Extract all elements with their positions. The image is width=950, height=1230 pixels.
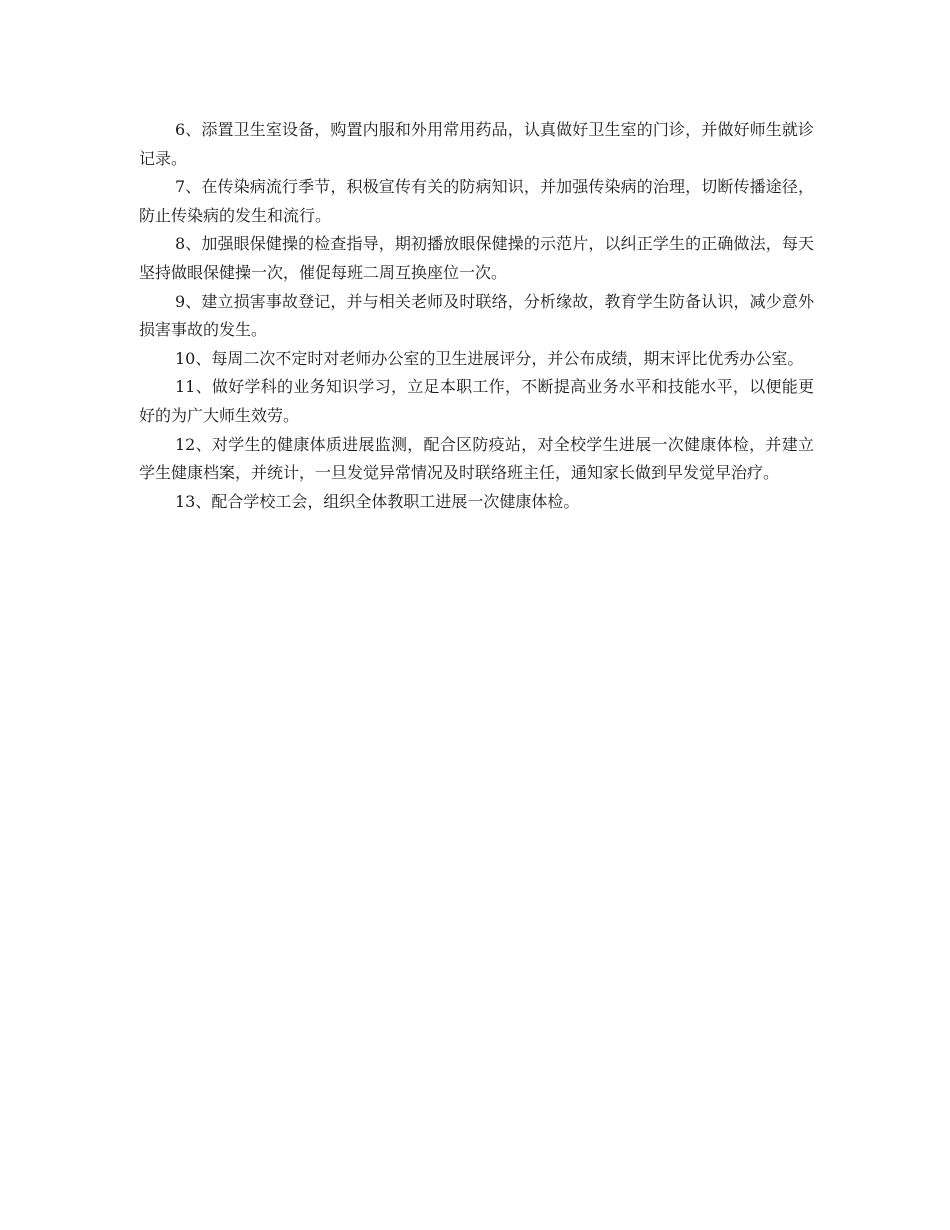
- paragraph-item-12: 12、对学生的健康体质进展监测，配合区防疫站，对全校学生进展一次健康体检，并建立学生健康档案，并统计，一旦发觉异常情况及时联络班主任，通知家长做到早发觉早治疗。: [139, 434, 814, 483]
- paragraph-item-9: 9、建立损害事故登记，并与相关老师及时联络，分析缘故，教育学生防备认识，减少意外损害事故的发生。: [139, 291, 814, 340]
- document-body: [139, 116, 814, 516]
- paragraph-item-10: 10、每周二次不定时对老师办公室的卫生进展评分，并公布成绩，期末评比优秀办公室。: [175, 348, 804, 368]
- paragraph-item-13: 13、配合学校工会，组织全体教职工进展一次健康体检。: [175, 491, 580, 511]
- paragraph-item-7: 7、在传染病流行季节，积极宣传有关的防病知识，并加强传染病的治理，切断传播途径，防止传染病的发生和流行。: [139, 177, 814, 225]
- paragraph-item-6: 6、添置卫生室设备，购置内服和外用常用药品，认真做好卫生室的门诊，并做好师生就诊记录。: [139, 120, 814, 168]
- paragraph-item-11: 11、做好学科的业务知识学习，立足本职工作，不断提高业务水平和技能水平，以便能更好的为广大师生效劳。: [139, 377, 814, 425]
- paragraph-item-8: 8、加强眼保健操的检查指导，期初播放眼保健操的示范片，以纠正学生的正确做法，每天坚持做眼保健操一次，催促每班二周互换座位一次。: [139, 234, 814, 282]
